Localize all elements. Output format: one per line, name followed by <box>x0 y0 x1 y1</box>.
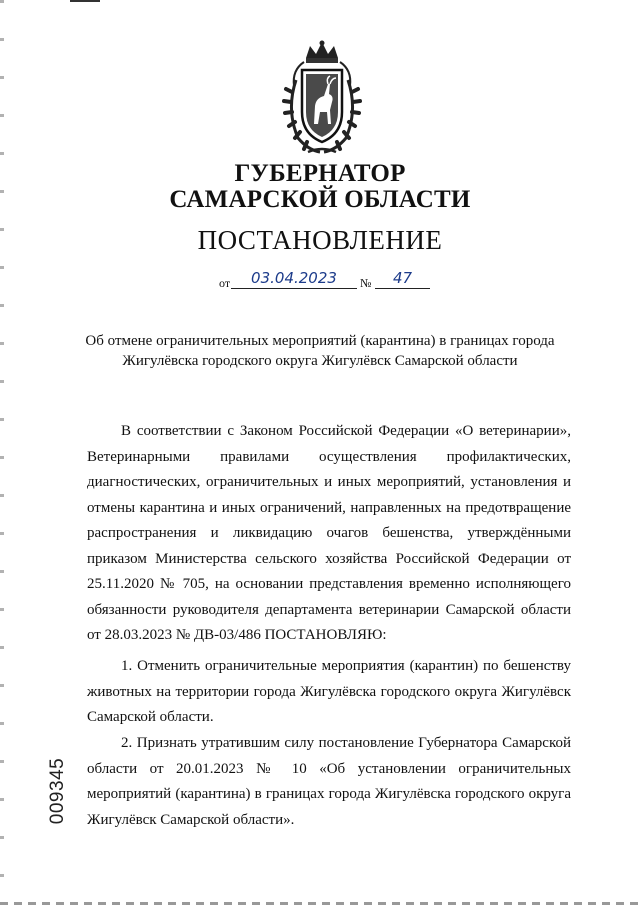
authority-name-line1: ГУБЕРНАТОР <box>234 160 406 187</box>
authority-name-line2: САМАРСКОЙ ОБЛАСТИ <box>169 186 471 213</box>
clause-1: 1. Отменить ограничительные мероприятия (карантин) по бешенству животных на территории города Жигулёвска городского округа Жигулёвск Самарской области. <box>87 658 571 725</box>
document-subject: Об отмене ограничительных мероприятий (карантина) в границах города Жигулёвска городского округа Жигулёвск Самарской области <box>85 333 555 369</box>
preamble-paragraph: В соответствии с Законом Российской Федерации «О ветеринарии», Ветеринарными правилами осуществления профилактических, диагностических, ограничительных и иных мероприятий, установления и отмены карантина и иных ограничений, направленных на предотвращение распространения и ликвидацию очагов бешенства, утверждёнными приказом Министерства сельского хозяйства Российской Федерации от 25.11.2020 № 705, на основании представления временно исполняющего обязанности руководителя департамента ветеринарии Самарской области от 28.03.2023 № ДВ-03/486 ПОСТАНОВЛЯЮ: <box>87 423 571 643</box>
number-sign: № <box>360 276 372 290</box>
coat-of-arms-icon <box>282 40 362 158</box>
document-type-title: ПОСТАНОВЛЕНИЕ <box>197 225 443 255</box>
date-prefix: от <box>219 276 231 290</box>
clause-2: 2. Признать утратившим силу постановление Губернатора Самарской области от 20.01.2023 № 10 «Об установлении ограничительных мероприятий (карантина) в границах города Жигулёвска городского округа Жигулёвск Самарской области». <box>87 735 571 828</box>
scan-edge-left <box>0 0 4 905</box>
side-serial-text: 009345 <box>47 757 68 825</box>
document-number: 47 <box>375 269 430 289</box>
date-number-line <box>219 269 459 292</box>
side-serial-number <box>44 758 72 830</box>
scan-edge-top <box>70 0 100 2</box>
document-date: 03.04.2023 <box>231 269 357 289</box>
